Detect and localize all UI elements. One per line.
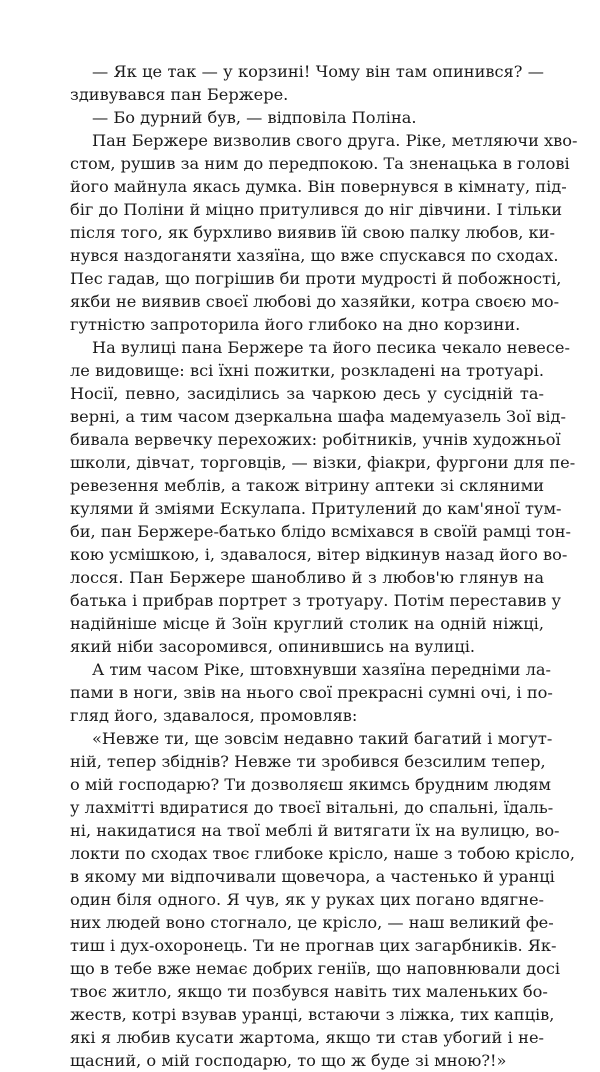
text-line: щасний, о мій господарю, то що ж буде зі мною?!» — [70, 1051, 507, 1070]
text-line: лосся. Пан Бержере шанобливо й з любов'ю глянув на — [70, 568, 544, 587]
paragraph — [70, 727, 576, 1072]
text-line: батька і прибрав портрет з тротуару. Потім переставив у — [70, 591, 561, 610]
text-line: біг до Поліни й міцно притулився до ніг дівчини. І тільки — [70, 200, 563, 219]
text-line: гляд його, здавалося, промовляв: — [70, 706, 358, 725]
text-line: — Бо дурний був, — відповіла Поліна. — [92, 108, 417, 127]
text-line: би, пан Бержере-батько блідо всміхався в своїй рамці тон- — [70, 522, 572, 541]
text-line: надійніше місце й Зоїн круглий столик на одній ніжці, — [70, 614, 544, 633]
text-line: верні, а тим часом дзеркальна шафа мадемуазель Зої від- — [70, 407, 566, 426]
text-line: тиш і дух-охоронець. Ти не прогнав цих загарбників. Як- — [70, 936, 557, 955]
text-line: школи, дівчат, торговців, — візки, фіакри, фургони для пе- — [70, 453, 576, 472]
text-line: Пан Бержере визволив свого друга. Ріке, метляючи хво- — [92, 131, 578, 150]
text-line: о мій господарю? Ти дозволяєш якимсь брудним людям — [70, 775, 552, 794]
text-line: якби не виявив своєї любові до хазяйки, котра своєю мо- — [70, 292, 560, 311]
paragraph — [70, 129, 578, 336]
text-line: кою усмішкою, і, здавалося, вітер відкинув назад його во- — [70, 545, 568, 564]
text-line: На вулиці пана Бержере та його песика чекало невесе- — [92, 338, 570, 357]
text-line: який ніби засоромився, опинившись на вулиці. — [70, 637, 476, 656]
text-line: «Невже ти, ще зовсім недавно такий багатий і могут- — [92, 729, 553, 748]
text-line: нувся наздоганяти хазяїна, що вже спускався по сходах. — [70, 246, 559, 265]
text-line: бивала вервечку перехожих: робітників, учнів художньої — [70, 430, 561, 449]
text-line: А тим часом Ріке, штовхнувши хазяїна передніми ла- — [92, 660, 552, 679]
text-line: ревезення меблів, а також вітрину аптеки зі скляними — [70, 476, 544, 495]
text-line: твоє житло, якщо ти позбувся навіть тих маленьких бо- — [70, 982, 548, 1001]
text-line: в якому ми відпочивали щовечора, а частенько й уранці — [70, 867, 555, 886]
text-line: кулями й зміями Ескулапа. Притулений до кам'яної тум- — [70, 499, 562, 518]
paragraph — [70, 658, 553, 727]
text-line: у лахмітті вдиратися до твоєї вітальні, до спальні, їдаль- — [70, 798, 554, 817]
text-line: його майнула якась думка. Він повернувся в кімнату, під- — [70, 177, 567, 196]
text-line: — Як це так — у корзині! Чому він там опинився? — — [92, 62, 544, 81]
text-line: один біля одного. Я чув, як у руках цих погано вдягне- — [70, 890, 544, 909]
text-line: локти по сходах твоє глибоке крісло, наше з тобою крісло, — [70, 844, 576, 863]
text-line: після того, як бурхливо виявив їй свою палку любов, ки- — [70, 223, 555, 242]
text-line: стом, рушив за ним до передпокою. Та зненацька в голові — [70, 154, 570, 173]
text-line: ле видовище: всі їхні пожитки, розкладені на тротуарі. — [70, 361, 544, 380]
text-line: що в тебе вже немає добрих геніїв, що наповнювали досі — [70, 959, 561, 978]
paragraph — [70, 336, 576, 658]
text-line: які я любив кусати жартома, якщо ти став убогий і не- — [70, 1028, 544, 1047]
paragraph — [70, 106, 544, 129]
book-page — [70, 60, 578, 1072]
text-line: жеств, котрі взував уранці, встаючи з ліжка, тих капців, — [70, 1005, 555, 1024]
text-line: Пес гадав, що погрішив би проти мудрості й побожності, — [70, 269, 562, 288]
text-line: ній, тепер збіднів? Невже ти зробився безсилим тепер, — [70, 752, 546, 771]
text-line: гутністю запроторила його глибоко на дно корзини. — [70, 315, 521, 334]
text-line: пами в ноги, звів на нього свої прекрасні сумні очі, і по- — [70, 683, 553, 702]
text-line: ні, накидатися на твої меблі й витягати їх на вулицю, во- — [70, 821, 560, 840]
text-line: них людей воно стогнало, це крісло, — наш великий фе- — [70, 913, 554, 932]
text-line: Носії, певно, засиділись за чаркою десь у сусідній та- — [70, 384, 544, 403]
paragraph — [70, 60, 544, 106]
text-line: здивувався пан Бержере. — [70, 85, 289, 104]
